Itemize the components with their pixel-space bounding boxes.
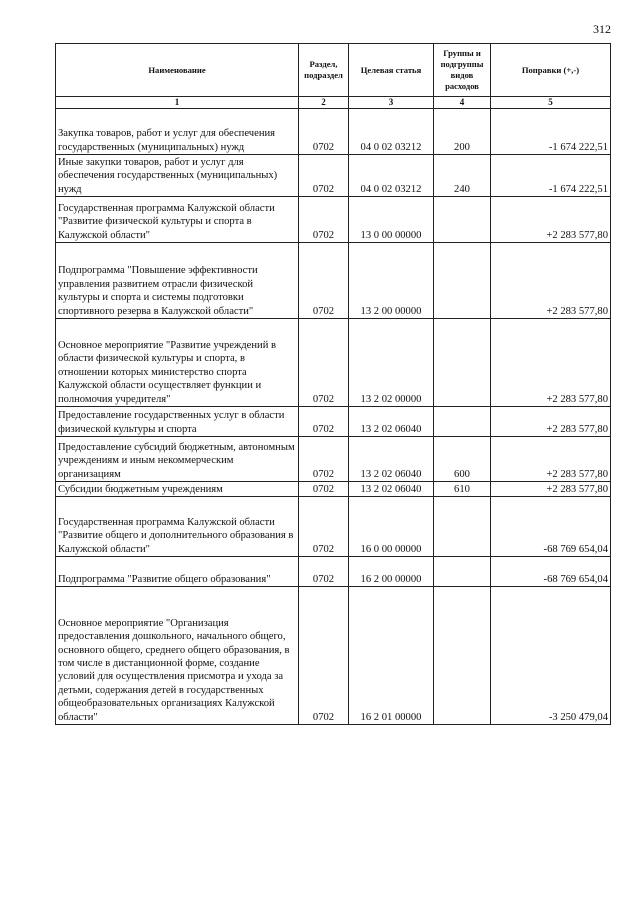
column-number: 2 [299, 97, 349, 109]
row-amount: -1 674 222,51 [491, 155, 611, 197]
column-number: 1 [56, 97, 299, 109]
column-number: 3 [349, 97, 434, 109]
row-target: 04 0 02 03212 [349, 109, 434, 155]
row-name: Государственная программа Калужской области "Развитие физической культуры и спорта в Калужской области" [56, 197, 299, 243]
table-row [56, 155, 611, 197]
row-group [434, 197, 491, 243]
row-amount: +2 283 577,80 [491, 482, 611, 497]
row-section: 0702 [299, 497, 349, 557]
row-amount: +2 283 577,80 [491, 243, 611, 319]
row-amount: +2 283 577,80 [491, 437, 611, 482]
row-section: 0702 [299, 407, 349, 437]
row-name: Государственная программа Калужской области "Развитие общего и дополнительного образования в Калужской области" [56, 497, 299, 557]
table-row [56, 557, 611, 587]
row-section: 0702 [299, 482, 349, 497]
row-name: Предоставление государственных услуг в области физической культуры и спорта [56, 407, 299, 437]
table-row [56, 197, 611, 243]
header-groups: Группы и подгруппы видов расходов [434, 44, 491, 97]
row-group [434, 407, 491, 437]
table-row [56, 319, 611, 407]
row-amount: -68 769 654,04 [491, 497, 611, 557]
row-group: 240 [434, 155, 491, 197]
row-amount: -3 250 479,04 [491, 587, 611, 725]
row-amount: +2 283 577,80 [491, 407, 611, 437]
table-row [56, 407, 611, 437]
row-name: Предоставление субсидий бюджетным, автономным учреждениям и иным некоммерческим организациям [56, 437, 299, 482]
table-row [56, 437, 611, 482]
row-target: 13 2 02 06040 [349, 482, 434, 497]
budget-amendments-table [55, 43, 611, 725]
row-name: Подпрограмма "Развитие общего образования" [56, 557, 299, 587]
table-row [56, 482, 611, 497]
table-row [56, 497, 611, 557]
row-group [434, 497, 491, 557]
column-number: 4 [434, 97, 491, 109]
row-name: Основное мероприятие "Организация предоставления дошкольного, начального общего, основного общего, среднего общего образования, в том числе в дистанционной форме, создание условий для осуществления присмотра и ухода за детьми, содержания детей в государственных общеобразовательных организациях Калужской области" [56, 587, 299, 725]
column-number: 5 [491, 97, 611, 109]
row-group: 600 [434, 437, 491, 482]
row-amount: -68 769 654,04 [491, 557, 611, 587]
column-number-row [56, 97, 611, 109]
row-target: 13 2 02 06040 [349, 407, 434, 437]
row-target: 16 2 00 00000 [349, 557, 434, 587]
row-name: Иные закупки товаров, работ и услуг для обеспечения государственных (муниципальных) нужд [56, 155, 299, 197]
row-section: 0702 [299, 437, 349, 482]
header-section: Раздел, подраздел [299, 44, 349, 97]
row-section: 0702 [299, 109, 349, 155]
table-row [56, 109, 611, 155]
row-group [434, 587, 491, 725]
row-section: 0702 [299, 197, 349, 243]
row-section: 0702 [299, 319, 349, 407]
header-amendments: Поправки (+,-) [491, 44, 611, 97]
row-section: 0702 [299, 557, 349, 587]
row-target: 16 0 00 00000 [349, 497, 434, 557]
row-amount: -1 674 222,51 [491, 109, 611, 155]
row-group: 200 [434, 109, 491, 155]
row-target: 04 0 02 03212 [349, 155, 434, 197]
row-group [434, 557, 491, 587]
row-target: 16 2 01 00000 [349, 587, 434, 725]
table-row [56, 587, 611, 725]
header-target: Целевая статья [349, 44, 434, 97]
row-target: 13 2 02 06040 [349, 437, 434, 482]
row-section: 0702 [299, 155, 349, 197]
header-row [56, 44, 611, 97]
row-section: 0702 [299, 243, 349, 319]
row-target: 13 2 00 00000 [349, 243, 434, 319]
row-amount: +2 283 577,80 [491, 197, 611, 243]
row-name: Подпрограмма "Повышение эффективности управления развитием отрасли физической культуры и спорта и системы подготовки спортивного резерва в Калужской области" [56, 243, 299, 319]
row-target: 13 0 00 00000 [349, 197, 434, 243]
row-section: 0702 [299, 587, 349, 725]
page-number: 312 [593, 22, 611, 36]
table-row [56, 243, 611, 319]
row-group: 610 [434, 482, 491, 497]
row-target: 13 2 02 00000 [349, 319, 434, 407]
row-name: Основное мероприятие "Развитие учреждений в области физической культуры и спорта, в отношении которых министерство спорта Калужской области осуществляет функции и полномочия учредителя" [56, 319, 299, 407]
row-name: Закупка товаров, работ и услуг для обеспечения государственных (муниципальных) нужд [56, 109, 299, 155]
row-group [434, 319, 491, 407]
row-group [434, 243, 491, 319]
row-amount: +2 283 577,80 [491, 319, 611, 407]
header-name: Наименование [56, 44, 299, 97]
row-name: Субсидии бюджетным учреждениям [56, 482, 299, 497]
